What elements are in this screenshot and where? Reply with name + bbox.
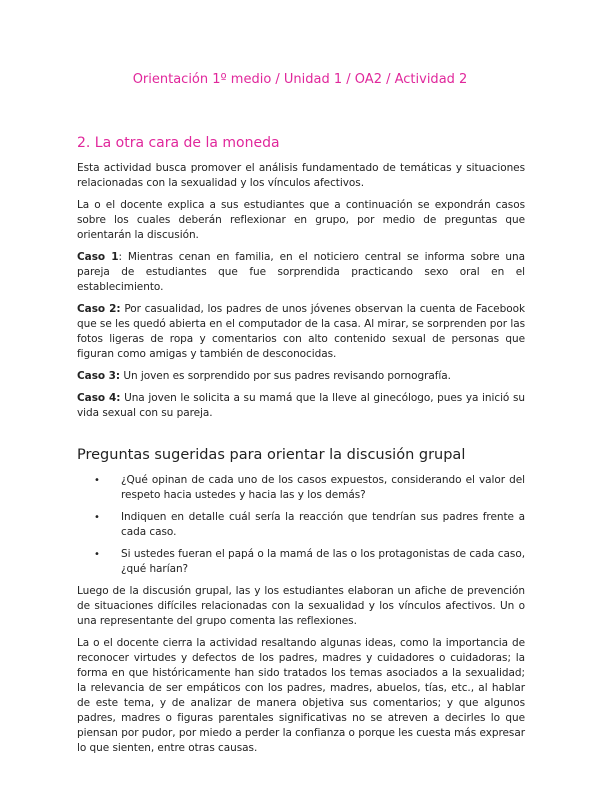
question-text: Si ustedes fueran el papá o la mamá de las o los protagonistas de cada caso, ¿qué harían? [121, 548, 525, 575]
case-text: Por casualidad, los padres de unos jóvenes observan la cuenta de Facebook que se les quedó abierta en el computador de la casa. Al mirar, se sorprenden por las fotos ligeras de ropa y comentarios con alto contenido sexual de personas que figuran como amigas y también de desconocidas. [77, 303, 525, 360]
case-text: Mientras cenan en familia, en el noticiero central se informa sobre una pareja de estudiantes que fue sorprendida practicando sexo oral en el establecimiento. [77, 251, 525, 293]
main-content [77, 134, 525, 763]
case-label: Caso 3: [77, 370, 121, 382]
case-label: Caso 2: [77, 303, 121, 315]
case-paragraph [77, 250, 525, 295]
question-text: ¿Qué opinan de cada uno de los casos expuestos, considerando el valor del respeto hacia ustedes y hacia las y los demás? [121, 474, 525, 501]
bullet-icon: • [94, 549, 100, 560]
page-header: Orientación 1º medio / Unidad 1 / OA2 / Actividad 2 [132, 72, 468, 87]
closing-paragraph: La o el docente cierra la actividad resaltando algunas ideas, como la importancia de reconocer virtudes y defectos de los padres, madres y cuidadores o cuidadoras; la forma en que históricamente han sido tratados los temas asociados a la sexualidad; la relevancia de ser empáticos con los padres, madres, abuelos, tías, etc., al hablar de este tema, y de analizar de manera objetiva sus comentarios; y que algunos padres, madres o figuras parentales significativas no se atreven a decirles lo que piensan por pudor, por miedo a perder la confianza o porque les cuesta más expresar lo que sienten, entre otras causas. [77, 637, 525, 754]
bullet-icon: • [94, 512, 100, 523]
questions-heading: Preguntas sugeridas para orientar la discusión grupal [77, 447, 466, 463]
case-text: Una joven le solicita a su mamá que la lleve al ginecólogo, pues ya inició su vida sexual con su pareja. [77, 392, 525, 419]
closing-paragraph: Luego de la discusión grupal, las y los estudiantes elaboran un afiche de prevención de situaciones difíciles relacionadas con la sexualidad y los vínculos afectivos. Un o una representante del grupo comenta las reflexiones. [77, 585, 525, 627]
case-label: Caso 1 [77, 251, 119, 263]
case-label: Caso 4: [77, 392, 121, 404]
question-item [94, 510, 525, 540]
section-heading: 2. La otra cara de la moneda [77, 135, 280, 151]
intro-paragraph: Esta actividad busca promover el análisis fundamentado de temáticas y situaciones relacionadas con la sexualidad y los vínculos afectivos. [77, 162, 525, 189]
case-paragraph [77, 302, 525, 362]
question-item [94, 547, 525, 577]
case-paragraph [77, 391, 525, 421]
case-separator: : [118, 251, 128, 263]
questions-list [77, 473, 525, 577]
case-paragraph [77, 369, 525, 384]
case-text: Un joven es sorprendido por sus padres revisando pornografía. [123, 370, 451, 382]
intro-paragraph: La o el docente explica a sus estudiantes que a continuación se expondrán casos sobre los cuales deberán reflexionar en grupo, por medio de preguntas que orientarán la discusión. [77, 199, 525, 241]
question-item [94, 473, 525, 503]
question-text: Indiquen en detalle cuál sería la reacción que tendrían sus padres frente a cada caso. [121, 511, 525, 538]
bullet-icon: • [94, 475, 100, 486]
section-spacer [77, 428, 525, 446]
